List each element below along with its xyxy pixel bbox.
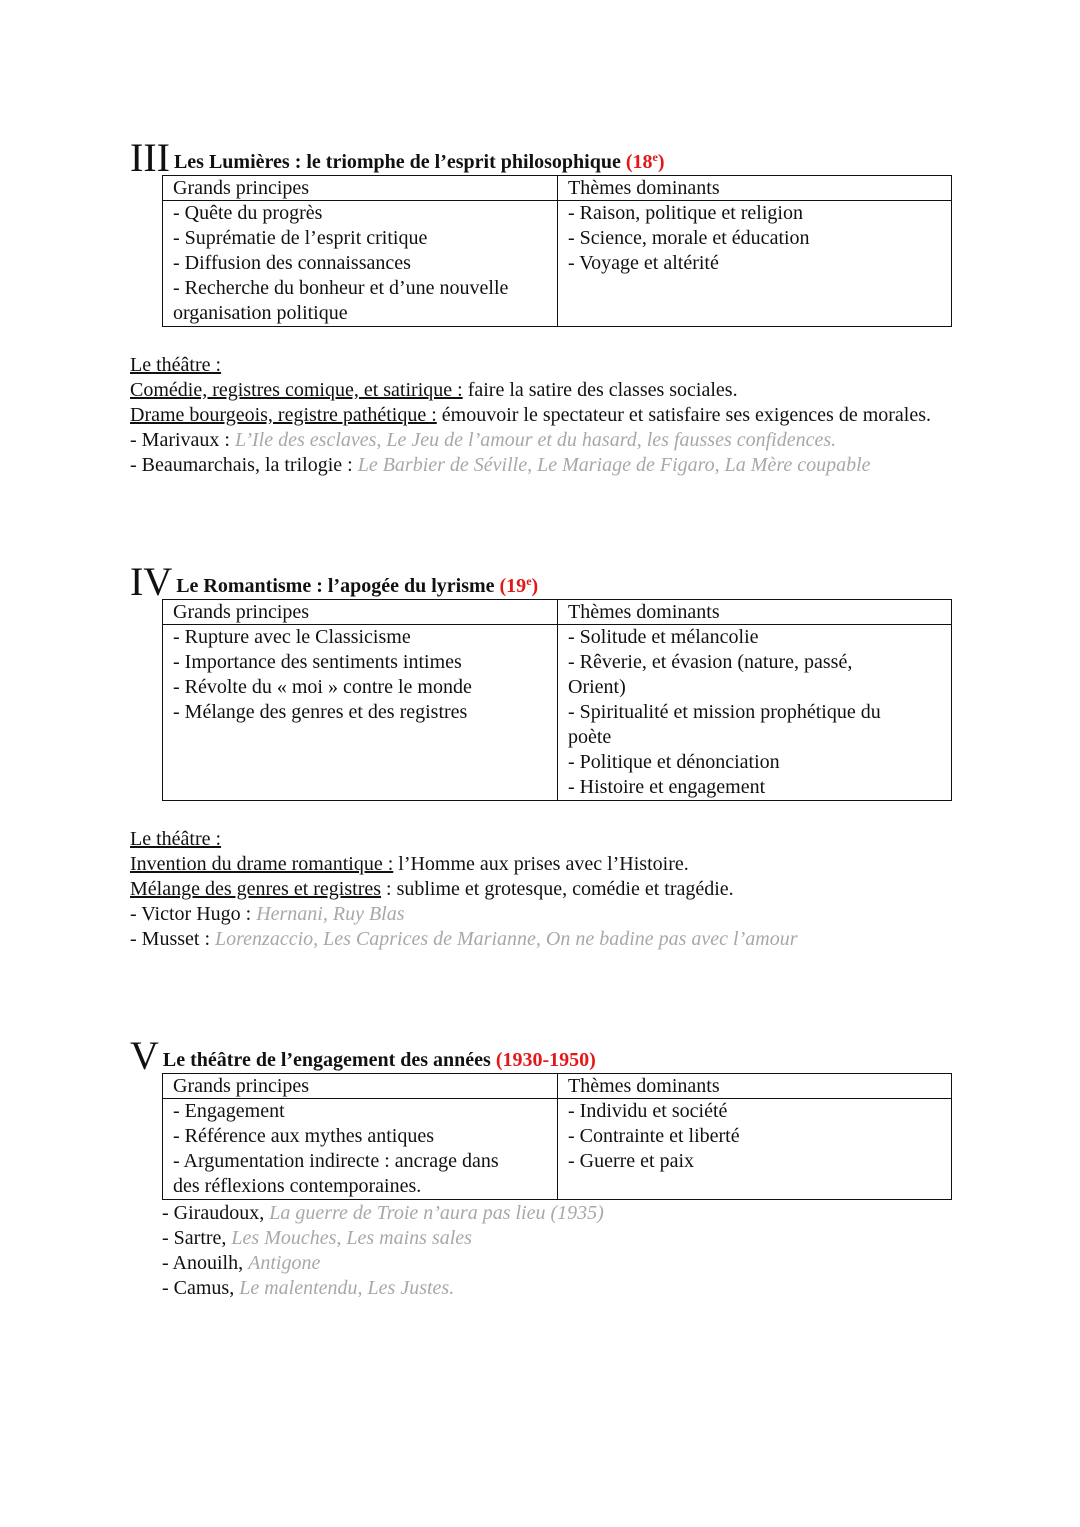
author-line [130,428,950,453]
section-period: (18e) [625,150,665,173]
principles-cell [163,201,558,327]
author-line [162,1251,604,1276]
author-name: - Victor Hugo : [130,903,257,925]
section-title: Le Romantisme : l’apogée du lyrisme [176,575,495,597]
themes-cell [558,1099,952,1200]
table-header-principles: Grands principes [163,1074,558,1099]
table-header-themes: Thèmes dominants [558,1074,952,1099]
author-works: Les Mouches, Les mains sales [231,1227,472,1249]
theme-item: Orient) [568,676,626,698]
themes-cell [558,625,952,801]
author-line [130,453,950,478]
theme-item: - Politique et dénonciation [568,751,780,773]
author-line [130,902,950,927]
author-name: - Musset : [130,928,215,950]
principle-item: - Engagement [173,1100,285,1122]
principle-item: - Diffusion des connaissances [173,252,411,274]
section-title: Les Lumières : le triomphe de l’esprit philosophique [173,151,621,173]
section-numeral: III [130,135,170,180]
theatre-text: émouvoir le spectateur et satisfaire ses exigences de morales. [436,404,932,426]
section-iii-table [162,175,952,327]
principles-cell [163,625,558,801]
theatre-term: Drame bourgeois, registre pathétique : [130,404,437,426]
principle-item: - Rupture avec le Classicisme [173,626,411,648]
theme-item: poète [568,726,612,748]
principle-item: des réflexions contemporaines. [173,1175,422,1197]
principle-item: - Référence aux mythes antiques [173,1125,435,1147]
theatre-label: Le théâtre : [130,828,222,850]
table-header-themes: Thèmes dominants [558,176,952,201]
section-v-table [162,1073,952,1200]
theatre-line [130,852,950,877]
principle-item: organisation politique [173,302,348,324]
author-works: Le Barbier de Séville, Le Mariage de Figaro, La Mère coupable [357,454,871,476]
principle-item: - Recherche du bonheur et d’une nouvelle [173,277,509,299]
theatre-label: Le théâtre : [130,354,222,376]
section-iii-theatre [130,353,950,478]
author-name: - Marivaux : [130,429,235,451]
author-line [162,1201,604,1226]
section-title: Le théâtre de l’engagement des années [162,1049,491,1071]
theme-item: - Spiritualité et mission prophétique du [568,701,881,723]
author-works: Lorenzaccio, Les Caprices de Marianne, On ne badine pas avec l’amour [215,928,798,950]
principles-cell [163,1099,558,1200]
section-period: (19e) [499,574,539,597]
theatre-text: l’Homme aux prises avec l’Histoire. [393,853,689,875]
author-name: - Sartre, [162,1227,232,1249]
author-name: - Camus, [162,1277,240,1299]
author-line [162,1226,604,1251]
principle-item: - Révolte du « moi » contre le monde [173,676,472,698]
theatre-line [130,877,950,902]
author-works: L’Ile des esclaves, Le Jeu de l’amour et du hasard, les fausses confidences. [234,429,837,451]
theatre-line [130,403,950,428]
section-numeral: IV [130,559,173,604]
section-iii-heading [130,135,665,180]
principle-item: - Suprématie de l’esprit critique [173,227,428,249]
theatre-term: Mélange des genres et registres [130,878,382,900]
principle-item: - Mélange des genres et des registres [173,701,468,723]
theme-item: - Science, morale et éducation [568,227,810,249]
theatre-text: : sublime et grotesque, comédie et tragédie. [381,878,734,900]
theatre-term: Invention du drame romantique : [130,853,394,875]
theme-item: - Raison, politique et religion [568,202,803,224]
theatre-line [130,378,950,403]
section-v-authors [162,1201,604,1301]
theme-item: - Rêverie, et évasion (nature, passé, [568,651,853,673]
author-works: Le malentendu, Les Justes. [239,1277,455,1299]
section-v-heading [130,1033,596,1078]
theme-item: - Histoire et engagement [568,776,766,798]
theme-item: - Individu et société [568,1100,728,1122]
author-name: - Beaumarchais, la trilogie : [130,454,358,476]
theme-item: - Guerre et paix [568,1150,695,1172]
section-period: (1930-1950) [495,1049,596,1071]
themes-cell [558,201,952,327]
table-header-themes: Thèmes dominants [558,600,952,625]
theatre-term: Comédie, registres comique, et satirique : [130,379,463,401]
principle-item: - Quête du progrès [173,202,323,224]
section-iv-table [162,599,952,801]
theme-item: - Solitude et mélancolie [568,626,759,648]
author-line [130,927,950,952]
author-works: Hernani, Ruy Blas [256,903,405,925]
section-numeral: V [130,1033,159,1078]
author-name: - Anouilh, [162,1252,249,1274]
principle-item: - Importance des sentiments intimes [173,651,462,673]
table-header-principles: Grands principes [163,600,558,625]
author-name: - Giraudoux, [162,1202,270,1224]
author-line [162,1276,604,1301]
principle-item: - Argumentation indirecte : ancrage dans [173,1150,499,1172]
section-iv-heading [130,559,539,604]
theme-item: - Voyage et altérité [568,252,719,274]
section-iv-theatre [130,827,950,952]
author-works: La guerre de Troie n’aura pas lieu (1935) [269,1202,604,1224]
author-works: Antigone [248,1252,321,1274]
theme-item: - Contrainte et liberté [568,1125,740,1147]
table-header-principles: Grands principes [163,176,558,201]
theatre-text: faire la satire des classes sociales. [462,379,738,401]
